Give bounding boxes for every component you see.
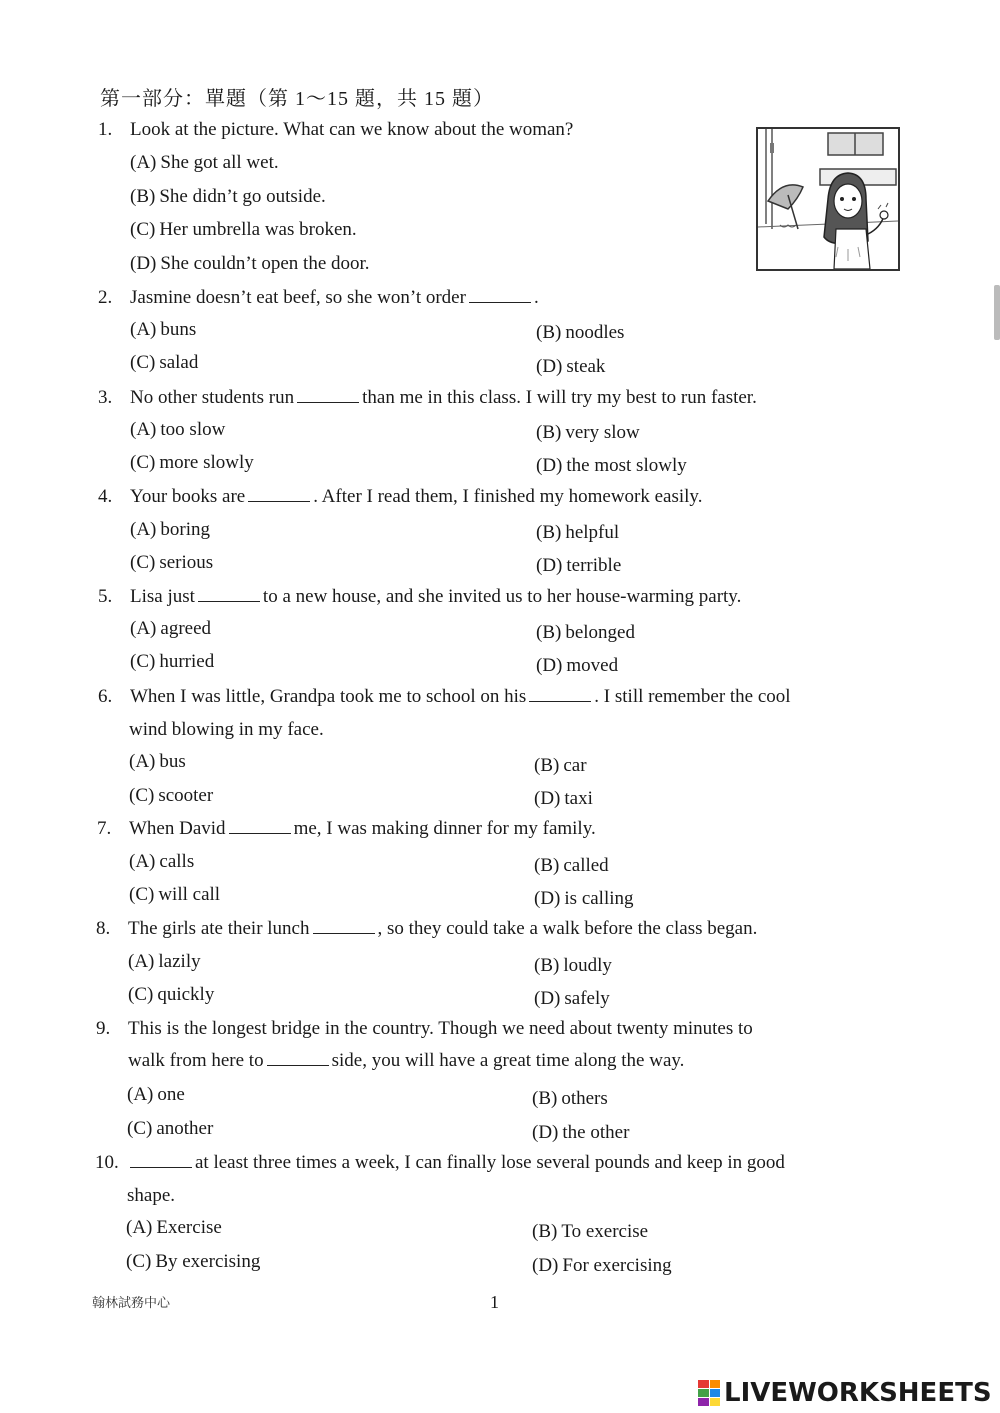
option-text: serious [159, 552, 214, 573]
answer-blank[interactable] [529, 687, 591, 702]
question-number: 3. [98, 387, 113, 408]
woman-with-umbrella-illustration [758, 129, 898, 269]
question-stem-end: . I still remember the cool [594, 686, 791, 707]
option-text: bus [159, 751, 186, 772]
question-2 [98, 287, 539, 309]
question-10-continuation: shape. [127, 1185, 176, 1206]
option-letter: (A) [130, 319, 157, 340]
option-4d[interactable] [536, 555, 621, 577]
option-letter: (C) [130, 219, 156, 240]
option-text: By exercising [155, 1251, 261, 1272]
option-text: lazily [158, 951, 201, 972]
question-stem: When I was little, Grandpa took me to school on his [130, 686, 527, 707]
option-letter: (B) [536, 622, 562, 643]
option-text: very slow [565, 422, 640, 443]
option-text: agreed [160, 618, 212, 639]
option-text: hurried [159, 651, 215, 672]
answer-blank[interactable] [248, 487, 310, 502]
answer-blank[interactable] [313, 919, 375, 934]
option-text: moved [566, 655, 619, 676]
option-letter: (B) [536, 522, 562, 543]
option-9a[interactable] [127, 1084, 185, 1106]
option-letter: (B) [536, 322, 562, 343]
option-text: loudly [563, 955, 612, 976]
option-letter: (C) [130, 352, 156, 373]
option-text: calls [159, 851, 195, 872]
option-2d[interactable] [536, 356, 605, 378]
question-stem-end: to a new house, and she invited us to her house-warming party. [262, 586, 742, 607]
question-stem: Jasmine doesn’t eat beef, so she won’t order [130, 287, 466, 308]
option-text: too slow [160, 419, 226, 440]
question-number: 10. [95, 1152, 119, 1173]
option-letter: (D) [534, 988, 561, 1009]
question-5 [98, 586, 741, 608]
liveworksheets-logo-icon [698, 1380, 720, 1406]
option-text: She didn’t go outside. [159, 186, 326, 207]
option-6c[interactable] [129, 785, 213, 807]
option-2b[interactable] [536, 322, 624, 344]
question-8 [96, 918, 757, 940]
option-text: taxi [564, 788, 593, 809]
option-letter: (D) [130, 253, 157, 274]
option-letter: (A) [129, 851, 156, 872]
option-letter: (B) [130, 186, 156, 207]
option-3c[interactable] [130, 452, 254, 474]
question-stem: When David [129, 818, 226, 839]
option-letter: (C) [129, 884, 155, 905]
option-6d[interactable] [534, 788, 593, 810]
option-2a[interactable] [130, 319, 196, 341]
option-text: helpful [565, 522, 620, 543]
option-1c[interactable] [130, 219, 357, 241]
option-text: will call [158, 884, 221, 905]
option-text: scooter [158, 785, 214, 806]
option-4c[interactable] [130, 552, 213, 574]
question-number: 6. [98, 686, 113, 707]
question-number: 9. [96, 1018, 111, 1039]
option-1d[interactable] [130, 253, 370, 275]
option-letter: (D) [536, 555, 563, 576]
option-letter: (D) [536, 655, 563, 676]
option-text: the most slowly [566, 455, 687, 476]
option-8c[interactable] [128, 984, 214, 1006]
option-10b[interactable] [532, 1221, 648, 1243]
page-number: 1 [490, 1292, 499, 1312]
question-6-continuation: wind blowing in my face. [129, 719, 324, 740]
option-8a[interactable] [128, 951, 201, 973]
option-letter: (A) [130, 419, 157, 440]
question-7 [97, 818, 596, 840]
answer-blank[interactable] [297, 388, 359, 403]
option-letter: (C) [128, 984, 154, 1005]
option-letter: (A) [130, 519, 157, 540]
option-4a[interactable] [130, 519, 210, 541]
option-text: terrible [566, 555, 622, 576]
option-4b[interactable] [536, 522, 619, 544]
option-text: buns [160, 319, 197, 340]
question-number: 4. [98, 486, 113, 507]
question-stem: The girls ate their lunch [128, 918, 310, 939]
option-text: noodles [565, 322, 625, 343]
option-5d[interactable] [536, 655, 618, 677]
answer-blank[interactable] [198, 587, 260, 602]
question-stem: No other students run [130, 387, 295, 408]
option-text: Exercise [156, 1217, 222, 1238]
answer-blank[interactable] [267, 1051, 329, 1066]
option-letter: (D) [536, 356, 563, 377]
option-5b[interactable] [536, 622, 635, 644]
option-1a[interactable] [130, 152, 279, 174]
option-letter: (A) [128, 951, 155, 972]
brand-name: LIVEWORKSHEETS [724, 1378, 992, 1408]
option-2c[interactable] [130, 352, 198, 374]
option-9d[interactable] [532, 1122, 629, 1144]
option-8b[interactable] [534, 955, 612, 977]
option-letter: (C) [127, 1118, 153, 1139]
option-letter: (A) [129, 751, 156, 772]
option-text: She got all wet. [160, 152, 279, 173]
option-text: car [563, 755, 587, 776]
option-text: quickly [157, 984, 215, 1005]
question-3 [98, 387, 757, 409]
option-9c[interactable] [127, 1118, 213, 1140]
question-number: 1. [98, 119, 113, 140]
question-stem-end: , so they could take a walk before the class began. [377, 918, 758, 939]
question-stem: Your books are [130, 486, 246, 507]
option-text: called [563, 855, 609, 876]
question-4 [98, 486, 702, 508]
option-text: To exercise [561, 1221, 649, 1242]
option-5a[interactable] [130, 618, 211, 640]
question-number: 7. [97, 818, 112, 839]
question-6 [98, 686, 791, 708]
answer-blank[interactable] [130, 1153, 192, 1168]
publisher-logo: 翰林試務中心 [92, 1296, 171, 1311]
question-stem: walk from here to [128, 1050, 264, 1071]
question-10 [95, 1152, 785, 1174]
option-7a[interactable] [129, 851, 194, 873]
option-letter: (B) [532, 1221, 558, 1242]
question-number: 5. [98, 586, 113, 607]
question-stem-end: at least three times a week, I can finally lose several pounds and keep in good [195, 1152, 785, 1173]
question-stem: This is the longest bridge in the country. Though we need about twenty minutes to [128, 1018, 753, 1039]
question-9-continuation [128, 1050, 684, 1072]
option-text: steak [566, 356, 606, 377]
option-1b[interactable] [130, 186, 326, 208]
scan-edge-mark [994, 285, 1000, 340]
question-stem-end: side, you will have a great time along the way. [331, 1050, 685, 1071]
answer-blank[interactable] [229, 819, 291, 834]
option-9b[interactable] [532, 1088, 608, 1110]
option-5c[interactable] [130, 651, 214, 673]
option-letter: (C) [130, 552, 156, 573]
option-letter: (D) [534, 888, 561, 909]
option-letter: (C) [126, 1251, 152, 1272]
answer-blank[interactable] [469, 288, 531, 303]
question-number: 2. [98, 287, 113, 308]
question-1-picture [756, 127, 900, 271]
option-text: another [156, 1118, 214, 1139]
option-letter: (D) [532, 1255, 559, 1276]
option-text: belonged [565, 622, 635, 643]
option-letter: (B) [532, 1088, 558, 1109]
option-text: one [157, 1084, 185, 1105]
option-3a[interactable] [130, 419, 225, 441]
option-letter: (D) [532, 1122, 559, 1143]
option-8d[interactable] [534, 988, 610, 1010]
question-stem-end: . [533, 287, 539, 308]
question-9 [96, 1018, 753, 1040]
option-7c[interactable] [129, 884, 220, 906]
option-letter: (D) [534, 788, 561, 809]
question-stem-end: me, I was making dinner for my family. [293, 818, 596, 839]
option-10a[interactable] [126, 1217, 222, 1239]
option-text: the other [562, 1122, 630, 1143]
option-letter: (A) [127, 1084, 154, 1105]
option-3b[interactable] [536, 422, 640, 444]
section-title: 第一部分：單題（第 1～15 題，共 15 題） [100, 88, 494, 110]
option-text: more slowly [159, 452, 254, 473]
option-letter: (A) [126, 1217, 153, 1238]
option-letter: (B) [536, 422, 562, 443]
option-10d[interactable] [532, 1255, 672, 1277]
question-1 [98, 119, 573, 141]
option-10c[interactable] [126, 1251, 260, 1273]
option-text: is calling [564, 888, 634, 909]
question-stem-end: . After I read them, I finished my homework easily. [313, 486, 703, 507]
option-3d[interactable] [536, 455, 687, 477]
question-stem-end: than me in this class. I will try my best to run faster. [362, 387, 757, 408]
option-text: Her umbrella was broken. [159, 219, 357, 240]
option-letter: (D) [536, 455, 563, 476]
option-text: For exercising [562, 1255, 672, 1276]
option-letter: (B) [534, 955, 560, 976]
option-6a[interactable] [129, 751, 186, 773]
option-text: salad [159, 352, 199, 373]
option-letter: (C) [130, 651, 156, 672]
option-letter: (C) [129, 785, 155, 806]
option-letter: (B) [534, 755, 560, 776]
question-stem: Look at the picture. What can we know about the woman? [130, 119, 574, 140]
option-7b[interactable] [534, 855, 609, 877]
option-6b[interactable] [534, 755, 587, 777]
question-number: 8. [96, 918, 111, 939]
option-7d[interactable] [534, 888, 634, 910]
option-text: others [561, 1088, 608, 1109]
option-letter: (A) [130, 618, 157, 639]
option-letter: (A) [130, 152, 157, 173]
option-text: She couldn’t open the door. [160, 253, 370, 274]
option-text: safely [564, 988, 610, 1009]
question-stem: Lisa just [130, 586, 195, 607]
liveworksheets-brand[interactable] [698, 1378, 992, 1408]
option-text: boring [160, 519, 210, 540]
option-letter: (B) [534, 855, 560, 876]
option-letter: (C) [130, 452, 156, 473]
